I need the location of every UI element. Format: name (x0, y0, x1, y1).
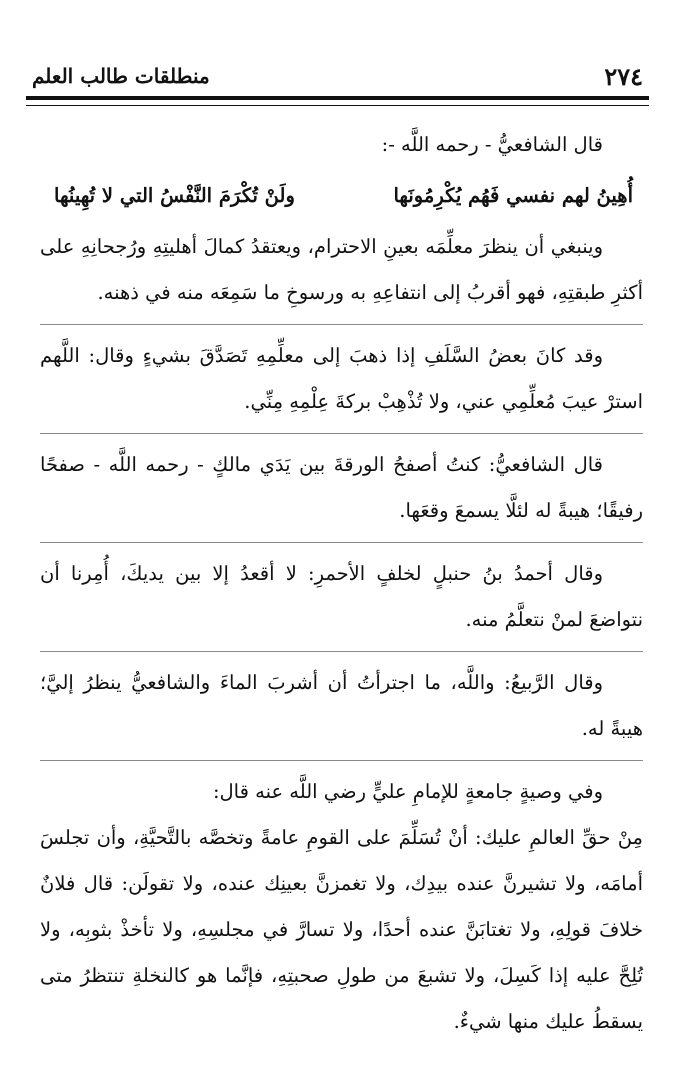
paragraph-divider (40, 651, 643, 652)
paragraph-ahmad-khalaf: وقال أحمدُ بنُ حنبلٍ لخلفٍ الأحمرِ: لا أقعدُ إلا بين يديكَ، أُمِرنا أن نتواضعَ لمنْ نتعلَّمُ منه. (40, 562, 643, 631)
paragraph-divider (40, 760, 643, 761)
paragraph-divider (40, 542, 643, 543)
verse-second-hemistich: ولَنْ تُكْرَمَ النَّفْسُ التي لا تُهِينُها (54, 184, 295, 207)
running-title: منطلقات طالب العلم (32, 64, 210, 88)
poetry-verse (40, 168, 643, 224)
paragraph-ali-intro: وفي وصيةٍ جامعةٍ للإمامِ عليٍّ رضي اللَّه عنه قال: (212, 780, 603, 803)
paragraph-respect-teacher: وينبغي أن ينظرَ معلِّمَه بعينِ الاحترام، ويعتقدُ كمالَ أهليتِهِ ورُجحانِهِ على أكثرِ طبقتِهِ، فهو أقربُ إلى انتفاعِهِ به ورسوخِ ما سَمِعَه منه في ذهنه. (40, 235, 643, 304)
page-number: ٢٧٤ (604, 61, 643, 91)
paragraph-salaf-charity: وقد كانَ بعضُ السَّلَفِ إذا ذهبَ إلى معلِّمِهِ تَصَدَّقَ بشيءٍ وقال: اللَّهم استرْ عيبَ مُعلِّمِي عني، ولا تُذْهِبْ بركةَ عِلْمِهِ مِنِّي. (40, 344, 643, 413)
paragraph-rabi: وقال الرَّبيعُ: واللَّه، ما اجترأتُ أن أشربَ الماءَ والشافعيُّ ينظرُ إليَّ؛ هيبةً له. (40, 671, 643, 740)
paragraph-ali-advice: مِنْ حقِّ العالمِ عليك: أنْ تُسَلِّمَ على القومِ عامةً وتخصَّه بالتَّحيَّةِ، وأن تجلسَ أمامَه، ولا تشيرنَّ عنده بيدِك، ولا تغمزنَّ بعينِك عنده، ولا تقولَن: قال فلانٌ خلافَ قولِهِ، ولا تغتابَنَّ عنده أحدًا، ولا تسارَّ في مجلسِهِ، ولا تأخذْ بثوبِه، ولا تُلِحَّ عليه إذا كَسِلَ، ولا تشبعَ من طولِ صحبتِهِ، فإنَّما هو كالنخلةِ تنتظرُ متى يسقطُ عليك منها شيءٌ. (40, 826, 643, 1033)
paragraph-shafii-malik: قال الشافعيُّ: كنتُ أصفحُ الورقةَ بين يَدَي مالكٍ - رحمه اللَّه - صفحًا رفيقًا؛ هيبةً له لئلَّا يسمعَ وقعَها. (40, 453, 643, 522)
paragraph-shafii-intro: قال الشافعيُّ - رحمه اللَّه -: (381, 133, 603, 156)
paragraph-divider (40, 324, 643, 325)
paragraph-divider (40, 433, 643, 434)
header-rule-thin (26, 105, 649, 106)
page-body (40, 122, 643, 1045)
running-header (32, 58, 643, 94)
verse-first-hemistich: أُهِينُ لهم نفسي فَهُم يُكْرِمُونَها (393, 184, 633, 207)
header-rule-thick (26, 96, 649, 100)
